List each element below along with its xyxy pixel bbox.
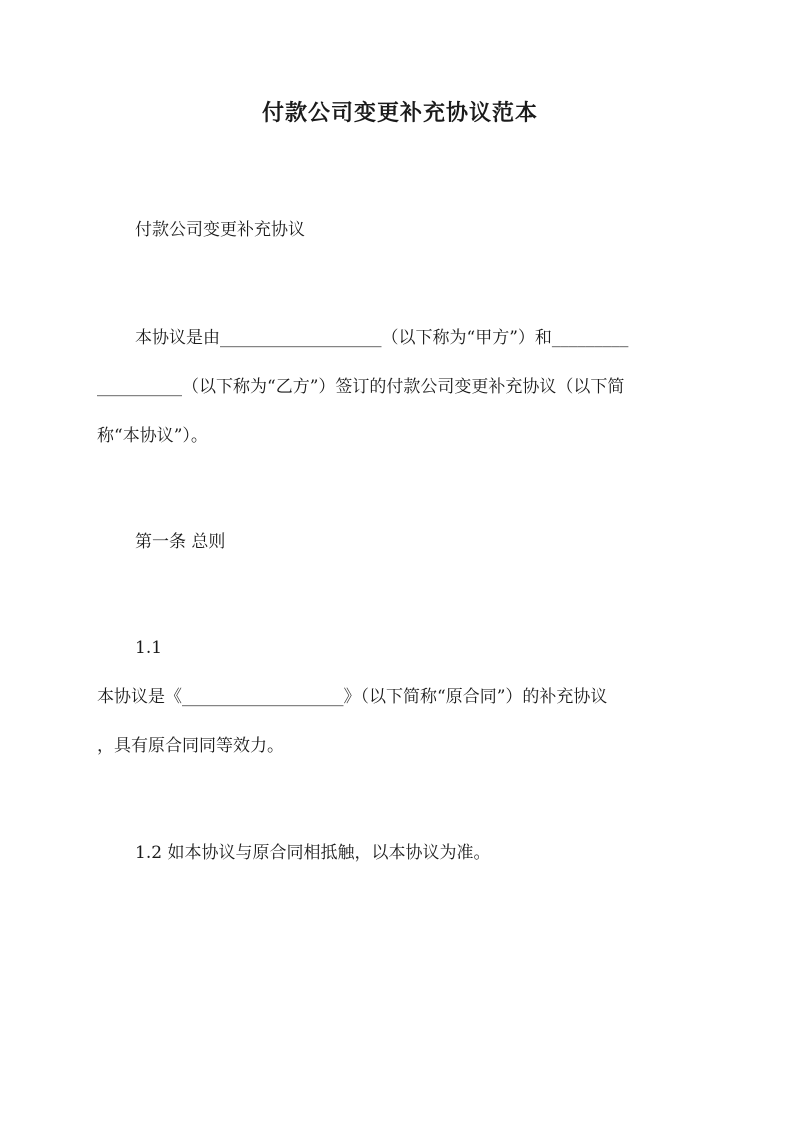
clause-1-1-number: 1.1 [135, 638, 163, 658]
clause-1-1-line-1: 本协议是《___________________》（以下简称“原合同”）的补充协议 [97, 687, 608, 707]
intro-line-3: 称“本协议”）。 [97, 426, 208, 446]
document-title: 付款公司变更补充协议范本 [261, 100, 538, 126]
clause-1-1-line-2: ，具有原合同同等效力。 [97, 736, 284, 756]
clause-1-2: 1.2 如本协议与原合同相抵触，以本协议为准。 [135, 843, 491, 863]
agreement-subtitle: 付款公司变更补充协议 [135, 220, 305, 240]
intro-line-2: __________（以下称为“乙方”）签订的付款公司变更补充协议（以下简 [97, 377, 625, 397]
article-1-heading: 第一条 总则 [135, 532, 226, 552]
intro-line-1: 本协议是由___________________（以下称为“甲方”）和_________ [135, 328, 629, 348]
